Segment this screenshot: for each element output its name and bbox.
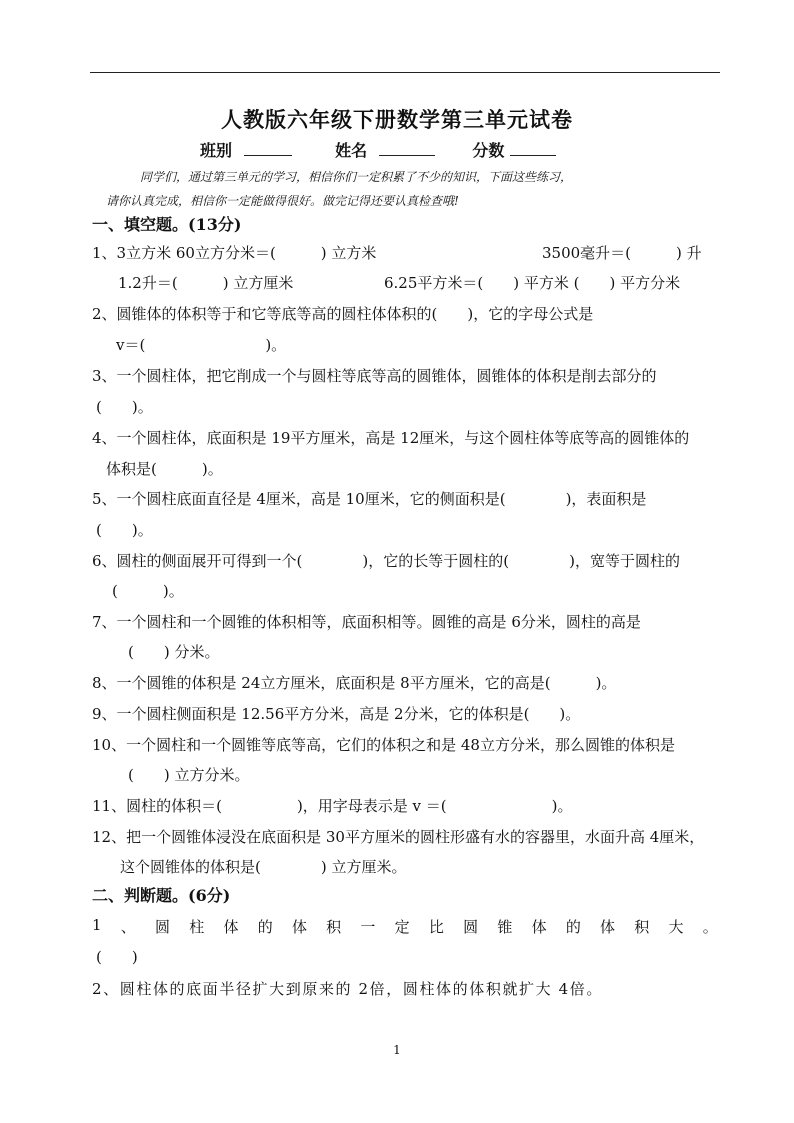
judgment-1-line-1 bbox=[92, 916, 718, 937]
score-field[interactable] bbox=[510, 141, 556, 156]
judgment-1-char: 的 bbox=[257, 918, 273, 936]
question-7-line-1: 7、一个圆柱和一个圆锥的体积相等，底面积相等。圆锥的高是 6分米，圆柱的高是 bbox=[92, 613, 641, 631]
question-4-line-2: 体积是( )。 bbox=[106, 460, 223, 478]
name-label: 姓名 bbox=[335, 141, 368, 160]
page-number: 1 bbox=[393, 1043, 401, 1057]
question-3-line-1: 3、一个圆柱体，把它削成一个与圆柱等底等高的圆锥体，圆锥体的体积是削去部分的 bbox=[92, 367, 657, 385]
class-field[interactable] bbox=[244, 141, 292, 156]
judgment-1-char: 大 bbox=[668, 918, 684, 936]
class-label: 班别 bbox=[200, 141, 233, 160]
question-5-line-1: 5、一个圆柱底面直径是 4厘米，高是 10厘米，它的侧面积是( )，表面积是 bbox=[92, 490, 647, 508]
question-10-line-2: ( ) 立方分米。 bbox=[128, 766, 250, 784]
score-label: 分数 bbox=[472, 141, 505, 160]
question-4-line-1: 4、一个圆柱体，底面积是 19平方厘米，高是 12厘米，与这个圆柱体等底等高的圆锥体的 bbox=[92, 429, 690, 447]
judgment-1-char: 定 bbox=[394, 918, 410, 936]
page-title: 人教版六年级下册数学第三单元试卷 bbox=[221, 107, 573, 132]
judgment-1-char: 。 bbox=[702, 918, 718, 936]
question-6-line-1: 6、圆柱的侧面展开可得到一个( )，它的长等于圆柱的( )，宽等于圆柱的 bbox=[92, 552, 680, 570]
judgment-1-char: 积 bbox=[326, 918, 342, 936]
judgment-1-char: 、 bbox=[120, 918, 136, 936]
question-10-line-1: 10、一个圆柱和一个圆锥等底等高，它们的体积之和是 48立方分米，那么圆锥的体积是 bbox=[92, 736, 675, 754]
intro-line-2: 请你认真完成，相信你一定能做得很好。做完记得还要认真检查哦! bbox=[106, 194, 459, 208]
judgment-1-char: 1 bbox=[92, 916, 102, 934]
question-6-line-2: ( )。 bbox=[112, 582, 184, 600]
judgment-1-char: 的 bbox=[565, 918, 581, 936]
question-11: 11、圆柱的体积＝( )，用字母表示是 v ＝( )。 bbox=[92, 797, 573, 815]
judgment-1-char: 积 bbox=[634, 918, 650, 936]
judgment-1-char: 柱 bbox=[189, 918, 205, 936]
judgment-1-line-2: ( ) bbox=[96, 948, 138, 966]
question-1-part-d: 6.25平方米＝( ) 平方米 ( ) 平方分米 bbox=[384, 274, 681, 292]
question-2-line-1: 2、圆锥体的体积等于和它等底等高的圆柱体体积的( )，它的字母公式是 bbox=[92, 305, 594, 323]
intro-line-1: 同学们，通过第三单元的学习，相信你们一定积累了不少的知识，下面这些练习， bbox=[140, 170, 573, 184]
question-7-line-2: ( ) 分米。 bbox=[128, 643, 220, 661]
header-rule bbox=[90, 72, 720, 73]
question-12-line-2: 这个圆锥体的体积是( ) 立方厘米。 bbox=[120, 858, 407, 876]
name-field[interactable] bbox=[379, 141, 435, 156]
question-1-part-a: 1、3立方米 60立方分米＝( ) 立方米 bbox=[92, 244, 377, 262]
question-8: 8、一个圆锥的体积是 24立方厘米，底面积是 8平方厘米，它的高是( )。 bbox=[92, 674, 617, 692]
judgment-1-char: 比 bbox=[428, 918, 444, 936]
judgment-2: 2、圆柱体的底面半径扩大到原来的 2倍，圆柱体的体积就扩大 4倍。 bbox=[92, 980, 603, 998]
judgment-1-char: 一 bbox=[360, 918, 376, 936]
question-9: 9、一个圆柱侧面积是 12.56平方分米，高是 2分米，它的体积是( )。 bbox=[92, 705, 581, 723]
judgment-1-char: 锥 bbox=[497, 918, 513, 936]
question-3-line-2: ( )。 bbox=[96, 398, 153, 416]
student-info-row bbox=[200, 138, 556, 161]
judgment-1-char: 体 bbox=[531, 918, 547, 936]
question-2-line-2: v＝( )。 bbox=[116, 336, 287, 354]
section-fill-in-heading: 一、填空题。(13分) bbox=[92, 215, 242, 234]
question-5-line-2: ( )。 bbox=[96, 521, 153, 539]
section-true-false-heading: 二、判断题。(6分) bbox=[92, 886, 231, 905]
question-1-part-c: 1.2升＝( ) 立方厘米 bbox=[118, 274, 294, 292]
judgment-1-char: 圆 bbox=[463, 918, 479, 936]
question-12-line-1: 12、把一个圆锥体浸没在底面积是 30平方厘米的圆柱形盛有水的容器里，水面升高 4厘米， bbox=[92, 828, 705, 846]
judgment-1-char: 体 bbox=[223, 918, 239, 936]
question-1-part-b: 3500毫升＝( ) 升 bbox=[542, 244, 702, 262]
judgment-1-char: 体 bbox=[291, 918, 307, 936]
judgment-1-char: 体 bbox=[600, 918, 616, 936]
judgment-1-char: 圆 bbox=[155, 918, 171, 936]
